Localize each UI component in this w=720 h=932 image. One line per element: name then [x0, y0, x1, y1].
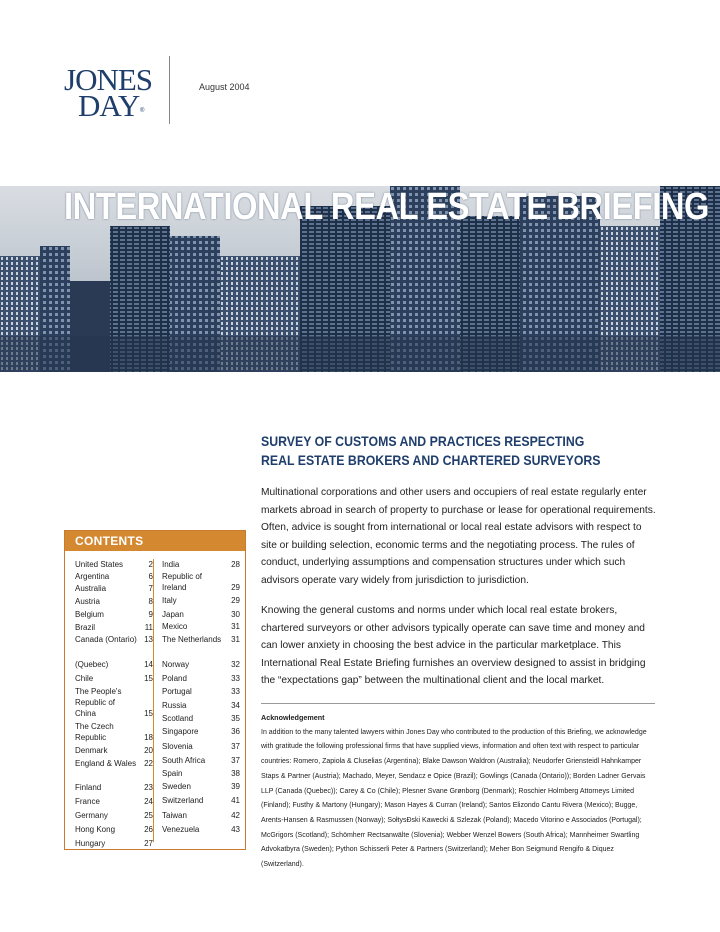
contents-entry-page: 37	[231, 756, 240, 765]
contents-entry	[162, 810, 240, 821]
skyline-banner	[0, 186, 720, 372]
contents-entry-country: Belgium	[75, 610, 104, 619]
contents-entry	[162, 559, 240, 570]
article-body	[261, 484, 657, 690]
acknowledgement	[261, 711, 657, 873]
contents-entry	[75, 758, 153, 769]
contents-entry	[75, 810, 153, 821]
contents-entry	[162, 686, 240, 697]
contents-entry-country: Australia	[75, 584, 107, 593]
contents-entry	[162, 713, 240, 724]
contents-entry-country: Slovenia	[162, 742, 193, 751]
contents-entry	[162, 755, 240, 766]
contents-entry-page: 28	[231, 560, 240, 569]
contents-box	[64, 530, 246, 850]
contents-entry-country: United States	[75, 560, 124, 569]
acknowledgement-text: In addition to the many talented lawyers within Jones Day who contributed to the production of this Briefing, we acknowledge with gratitude the following professional firms that have supplied views, information and often text with respect to particular countries: Romero, Zapiola & Cluselias (Argentina); Blake Dawson Waldron (Australia); Neudorfer Griensteidl Hahnkamper Staps & Partner (Austria); Machado, Meyer, Sendacz e Opice (Brazil); Gowlings (Canada (Ontario)); Borden Ladner Gervais LLP (Canada (Quebec)); Carey & Co (Chile); Plesner Svane Grønborg (Denmark); Roschier Holmberg Attorneys Limited (Finland); Fusthy & Martony (Hungary); Mason Hayes & Curran (Ireland); Santos Elizondo Cantu Rivera (Mexico); Bugge, Arents-Hansen & Rasmussen (Norway); SołtysÐski Kawecki & Szlezak (Poland); Macedo Vitorino e Associados (Portugal); McGrigors (Scotland); Schömherr Rectsanwälte (Slovenia); Webber Wenzel Bowers (South Africa); Mannheimer Swartling Advokatbyra (Sweden); Python Schisserli Peter & Partners (Switzerland); Meher Bon Seigmund Rengifo & Diquez (Switzerland).	[261, 728, 647, 869]
contents-entry	[75, 721, 153, 743]
contents-entry-page: 41	[231, 796, 240, 805]
contents-entry-page: 9	[148, 610, 153, 619]
contents-entry-page: 42	[231, 811, 240, 820]
contents-entry-country: England & Wales	[75, 759, 137, 768]
contents-entry	[75, 686, 153, 719]
contents-entry-page: 29	[231, 596, 240, 605]
contents-entry-country: Mexico	[162, 622, 188, 631]
contents-entry	[162, 595, 240, 606]
contents-entry-page: 18	[144, 733, 153, 742]
contents-entry-page: 2	[148, 560, 153, 569]
contents-entry	[75, 559, 153, 570]
briefing-title: INTERNATIONAL REAL ESTATE BRIEFING	[64, 186, 710, 228]
logo-word-jones: JONES	[64, 62, 153, 97]
contents-entry	[75, 782, 153, 793]
contents-entry-page: 15	[144, 709, 153, 718]
publication-date: August 2004	[199, 82, 250, 92]
contents-entry-page: 8	[148, 597, 153, 606]
contents-entry-country: Russia	[162, 701, 187, 710]
contents-entry-page: 23	[144, 783, 153, 792]
contents-entry-page: 14	[144, 660, 153, 669]
contents-entry-page: 13	[144, 635, 153, 644]
contents-entry-country: Taiwan	[162, 811, 187, 820]
contents-entry-country: The Czech Republic	[75, 722, 114, 742]
contents-entry-page: 30	[231, 610, 240, 619]
acknowledgement-divider	[261, 703, 655, 704]
header-divider	[169, 56, 170, 124]
contents-entry-country: India	[162, 560, 180, 569]
contents-entry-country: Finland	[75, 783, 102, 792]
contents-entry-page: 32	[231, 660, 240, 669]
contents-entry-country: Republic of Ireland	[162, 572, 203, 592]
contents-entry	[162, 741, 240, 752]
contents-entry	[75, 824, 153, 835]
contents-entry	[162, 726, 240, 737]
contents-entry-country: Poland	[162, 674, 187, 683]
contents-entry-country: Hong Kong	[75, 825, 116, 834]
contents-entry	[75, 745, 153, 756]
contents-entry-page: 38	[231, 769, 240, 778]
contents-entry-country: Brazil	[75, 623, 96, 632]
paragraph-2: Knowing the general customs and norms under which local real estate brokers, chartered surveyors or other advisors typically operate can save time and money and can lower anxiety in choosing the best advice in the particular marketplace. This International Real Estate Briefing furnishes an overview designed to assist in bridging the “expectations gap” between the multinational client and the local market.	[261, 605, 646, 686]
contents-entry	[75, 796, 153, 807]
jones-day-logo	[64, 62, 153, 123]
contents-entry-country: South Africa	[162, 756, 206, 765]
contents-entry-country: Canada (Ontario)	[75, 635, 137, 644]
contents-entry-country: Denmark	[75, 746, 108, 755]
contents-entry-page: 43	[231, 825, 240, 834]
contents-entry	[75, 622, 153, 633]
contents-entry-country: Scotland	[162, 714, 194, 723]
contents-entry-page: 29	[231, 583, 240, 592]
contents-entry	[162, 768, 240, 779]
contents-entry-page: 11	[144, 623, 153, 632]
logo-registered-mark: ®	[140, 108, 145, 114]
contents-entry-page: 15	[144, 674, 153, 683]
contents-entry-country: Switzerland	[162, 796, 204, 805]
contents-entry-country: Venezuela	[162, 825, 200, 834]
contents-entry-country: Germany	[75, 811, 108, 820]
contents-entry	[75, 596, 153, 607]
contents-entry	[162, 824, 240, 835]
contents-entry-country: Austria	[75, 597, 100, 606]
contents-entry-page: 6	[148, 572, 153, 581]
contents-entry	[162, 781, 240, 792]
contents-entry-country: Singapore	[162, 727, 199, 736]
contents-entry-page: 34	[231, 701, 240, 710]
contents-entry	[75, 838, 153, 849]
contents-entry	[162, 700, 240, 711]
contents-entry-page: 22	[144, 759, 153, 768]
logo-word-day: DAY	[78, 88, 140, 123]
contents-entry-page: 25	[144, 811, 153, 820]
contents-entry-page: 36	[231, 727, 240, 736]
contents-entry-page: 7	[148, 584, 153, 593]
contents-entry	[162, 795, 240, 806]
contents-entry	[162, 621, 240, 632]
contents-entry	[162, 673, 240, 684]
contents-entry-page: 33	[231, 687, 240, 696]
contents-entry-page: 31	[231, 622, 240, 631]
contents-heading: CONTENTS	[65, 531, 245, 551]
contents-entry	[75, 583, 153, 594]
contents-entry-country: The People's Republic of China	[75, 687, 122, 718]
contents-entry-country: Spain	[162, 769, 183, 778]
contents-entry	[75, 659, 153, 670]
contents-entry-country: Chile	[75, 674, 94, 683]
contents-entry-page: 24	[144, 797, 153, 806]
contents-entry-country: Japan	[162, 610, 184, 619]
contents-entry-country: Portugal	[162, 687, 192, 696]
contents-entry	[75, 673, 153, 684]
contents-column-divider	[153, 559, 154, 842]
contents-entry-country: Norway	[162, 660, 190, 669]
headline-line-1: SURVEY OF CUSTOMS AND PRACTICES RESPECTING	[261, 433, 585, 449]
contents-entry	[162, 571, 240, 593]
acknowledgement-heading: Acknowledgement	[261, 713, 325, 722]
contents-entry-page: 27	[144, 839, 153, 848]
contents-entry-page: 20	[144, 746, 153, 755]
contents-entry-country: Argentina	[75, 572, 110, 581]
contents-entry-page: 31	[231, 635, 240, 644]
contents-entry-country: France	[75, 797, 100, 806]
contents-entry-page: 33	[231, 674, 240, 683]
contents-entry-page: 37	[231, 742, 240, 751]
contents-entry	[75, 571, 153, 582]
contents-entry-country: Sweden	[162, 782, 191, 791]
contents-entry	[162, 609, 240, 620]
contents-entry-country: The Netherlands	[162, 635, 222, 644]
contents-entry	[75, 609, 153, 620]
contents-entry-page: 39	[231, 782, 240, 791]
headline-line-2: REAL ESTATE BROKERS AND CHARTERED SURVEYORS	[261, 452, 601, 468]
contents-entry	[75, 634, 153, 645]
contents-entry-country: Italy	[162, 596, 177, 605]
contents-entry-country: (Quebec)	[75, 660, 109, 669]
contents-entry	[162, 659, 240, 670]
contents-entry	[162, 634, 240, 645]
contents-entry-country: Hungary	[75, 839, 106, 848]
paragraph-1: Multinational corporations and other users and occupiers of real estate regularly enter markets abroad in search of property to purchase or lease for operational requirements. Often, advice is sought from international or local real estate advisors with respect to site or building selection, economic terms and the negotiating process. The rules of conduct, underlying assumptions and compensation structures under which such advisors operate vary widely from jurisdiction to jurisdiction.	[261, 487, 656, 586]
contents-entry-page: 26	[144, 825, 153, 834]
article-headline	[261, 432, 613, 470]
contents-entry-page: 35	[231, 714, 240, 723]
